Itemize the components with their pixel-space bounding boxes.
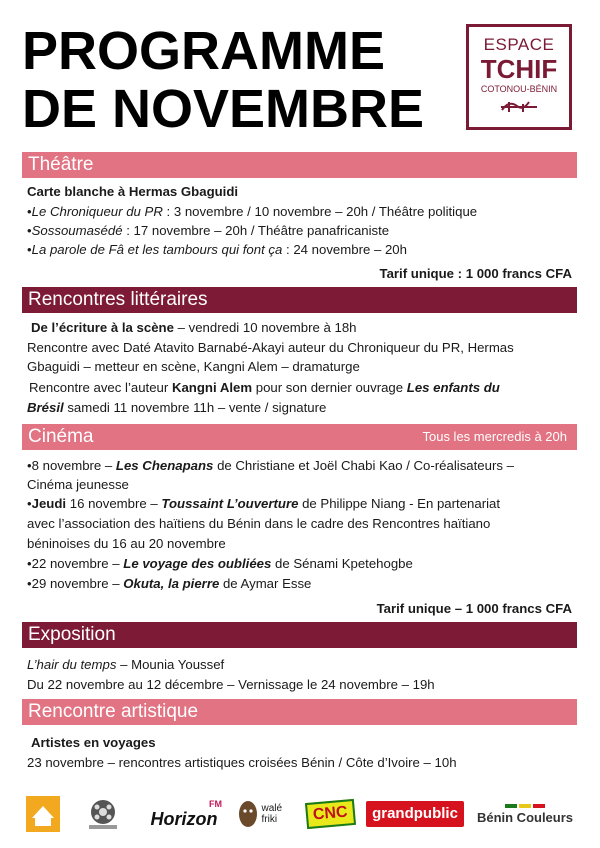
bullet: • bbox=[27, 204, 32, 219]
text: 16 novembre – bbox=[66, 496, 162, 511]
benin-couleurs-logo bbox=[474, 794, 576, 834]
mask-icon bbox=[237, 799, 259, 829]
artistique-line-1 bbox=[31, 734, 156, 752]
film-title: Okuta, la pierre bbox=[123, 576, 220, 591]
film-title: Le voyage des oubliées bbox=[123, 556, 272, 571]
play-details: : 3 novembre / 10 novembre – 20h / Théâtre politique bbox=[162, 204, 478, 219]
cnc-logo bbox=[304, 794, 356, 834]
text: samedi 11 novembre 11h – vente / signature bbox=[63, 400, 327, 415]
text: de Christiane et Joël Chabi Kao / Co-réalisateurs – bbox=[213, 458, 514, 473]
theatre-item-3 bbox=[27, 241, 407, 259]
film-reel-logo bbox=[84, 794, 122, 834]
grandpublic-text: grandpublic bbox=[372, 805, 458, 822]
color-stripes bbox=[505, 804, 545, 808]
section-header-theatre bbox=[22, 152, 577, 178]
cinema-item-2 bbox=[27, 495, 500, 513]
bullet: • bbox=[27, 223, 32, 238]
horizon-logo bbox=[146, 794, 222, 834]
stripe bbox=[519, 804, 531, 808]
orange-house-icon bbox=[26, 796, 60, 832]
play-details: : 17 novembre – 20h / Théâtre panafricaniste bbox=[122, 223, 390, 238]
cinema-item-1-cont: Cinéma jeunesse bbox=[27, 477, 129, 492]
text: •8 novembre – bbox=[27, 458, 116, 473]
rencontres-line-4 bbox=[29, 379, 500, 397]
wale-text: walé friki bbox=[261, 803, 283, 825]
wale-friki-logo bbox=[234, 794, 298, 834]
cinema-schedule: Tous les mercredis à 20h bbox=[422, 429, 567, 444]
artist: – Mounia Youssef bbox=[116, 657, 225, 672]
horizon-text: Horizon bbox=[150, 808, 218, 829]
theatre-subheading-text: Carte blanche à Hermas Gbaguidi bbox=[27, 184, 239, 199]
play-title: La parole de Fâ et les tambours qui font ça bbox=[31, 242, 283, 257]
logo-line-1: ESPACE bbox=[483, 35, 555, 54]
theatre-heading: Théâtre bbox=[28, 154, 94, 175]
cinema-item-1 bbox=[27, 457, 514, 475]
section-header-cinema bbox=[22, 424, 577, 450]
exposition-line-2: Du 22 novembre au 12 décembre – Vernissage le 24 novembre – 19h bbox=[27, 677, 435, 692]
text: de Philippe Niang - En partenariat bbox=[298, 496, 501, 511]
cnc-text: CNC bbox=[311, 803, 348, 824]
rencontres-line-2: Rencontre avec Daté Atavito Barnabé-Akayi auteur du Chroniqueur du PR, Hermas bbox=[27, 340, 514, 355]
sponsor-logos bbox=[22, 794, 577, 834]
bullet: • bbox=[27, 496, 32, 511]
cnc-badge bbox=[305, 799, 356, 829]
film-title: Toussaint L’ouverture bbox=[161, 496, 299, 511]
book-title: Brésil bbox=[27, 400, 64, 415]
title-line-1: PROGRAMME bbox=[22, 21, 385, 81]
theatre-subheading bbox=[27, 183, 238, 201]
book-title: Les enfants du bbox=[406, 380, 500, 395]
theatre-item-2 bbox=[27, 222, 389, 240]
exposition-heading: Exposition bbox=[28, 624, 116, 645]
artistique-heading: Rencontre artistique bbox=[28, 701, 199, 722]
rencontres-line-5 bbox=[27, 399, 326, 417]
horizon-small-text: FM bbox=[209, 798, 222, 809]
text: pour son dernier ouvrage bbox=[252, 380, 407, 395]
cinema-item-3 bbox=[27, 555, 413, 573]
film-reel-icon bbox=[85, 796, 121, 832]
rencontres-line-3: Gbaguidi – metteur en scène, Kangni Alem – dramaturge bbox=[27, 359, 360, 374]
event-date: – vendredi 10 novembre à 18h bbox=[173, 320, 357, 335]
play-details: : 24 novembre – 20h bbox=[282, 242, 407, 257]
section-header-rencontres bbox=[22, 287, 577, 313]
text: de Sénami Kpetehogbe bbox=[271, 556, 413, 571]
event-title: De l’écriture à la scène bbox=[31, 320, 174, 335]
logo-line-2: TCHIF bbox=[480, 54, 558, 84]
cinema-item-4 bbox=[27, 575, 311, 593]
section-header-artistique bbox=[22, 699, 577, 725]
exhibition-title: L’hair du temps bbox=[27, 657, 117, 672]
play-title: Sossoumasédé bbox=[31, 223, 123, 238]
stripe bbox=[533, 804, 545, 808]
cinema-tarif: Tarif unique – 1 000 francs CFA bbox=[376, 601, 572, 616]
film-title: Les Chenapans bbox=[115, 458, 214, 473]
section-header-exposition bbox=[22, 622, 577, 648]
stripe bbox=[505, 804, 517, 808]
rencontres-heading: Rencontres littéraires bbox=[28, 289, 208, 310]
grandpublic-logo bbox=[366, 794, 464, 834]
theatre-item-1 bbox=[27, 203, 477, 221]
text: Rencontre avec l’auteur bbox=[29, 380, 172, 395]
text: de Aymar Esse bbox=[219, 576, 312, 591]
institut-logo bbox=[26, 794, 60, 834]
theatre-tarif: Tarif unique : 1 000 francs CFA bbox=[379, 266, 572, 281]
logo-line-3: COTONOU-BÉNIN bbox=[480, 84, 558, 94]
espace-tchif-logo bbox=[466, 24, 572, 130]
text: •29 novembre – bbox=[27, 576, 124, 591]
event-title: Artistes en voyages bbox=[31, 735, 156, 750]
bullet: • bbox=[27, 242, 32, 257]
day: Jeudi bbox=[31, 496, 67, 511]
cinema-heading: Cinéma bbox=[28, 426, 94, 447]
cinema-item-2-cont-1: avec l’association des haïtiens du Bénin dans le cadre des Rencontres haïtiano bbox=[27, 516, 491, 531]
benin-text: Bénin Couleurs bbox=[476, 809, 574, 825]
page-title bbox=[22, 22, 424, 138]
author-name: Kangni Alem bbox=[171, 380, 253, 395]
logo-glyph-icon bbox=[499, 98, 539, 114]
play-title: Le Chroniqueur du PR bbox=[31, 204, 163, 219]
title-line-2: DE NOVEMBRE bbox=[22, 79, 425, 139]
grandpublic-badge bbox=[366, 801, 464, 827]
artistique-line-2: 23 novembre – rencontres artistiques croisées Bénin / Côte d’Ivoire – 10h bbox=[27, 755, 457, 770]
text: •22 novembre – bbox=[27, 556, 124, 571]
cinema-item-2-cont-2: béninoises du 16 au 20 novembre bbox=[27, 536, 226, 551]
rencontres-line-1 bbox=[31, 319, 357, 337]
exposition-line-1 bbox=[27, 656, 224, 674]
